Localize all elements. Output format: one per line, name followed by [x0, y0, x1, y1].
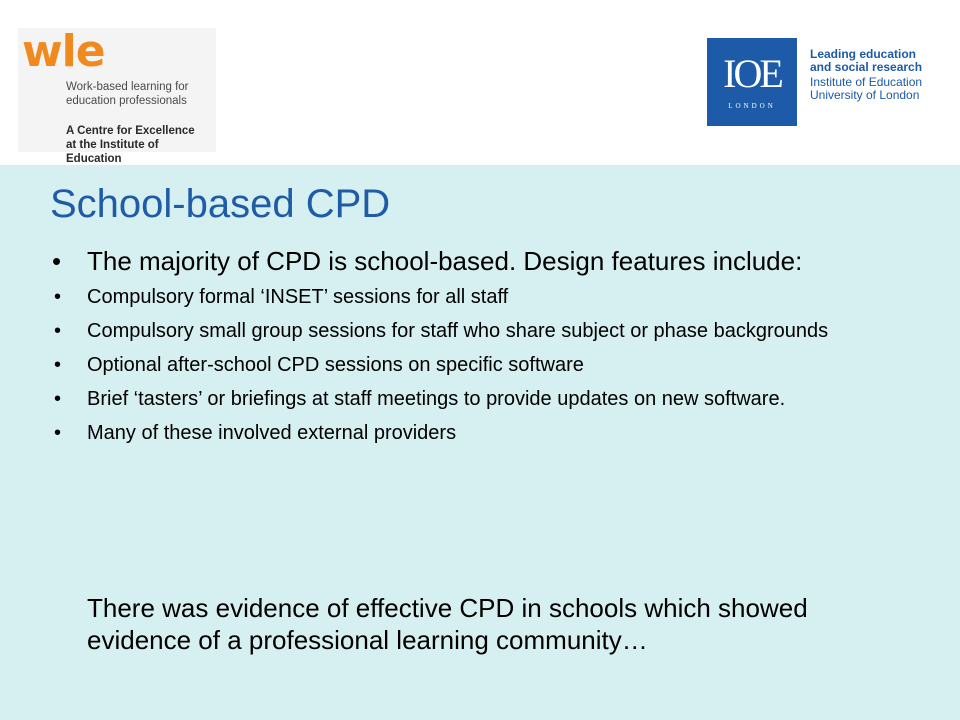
bullet-glyph: • [54, 388, 62, 410]
bullet-item [0, 353, 960, 377]
wle-logo [18, 26, 216, 165]
ioe-inst-line2: University of London [810, 88, 920, 102]
wle-centre-line2: at the Institute of Education [66, 139, 159, 165]
ioe-inst-line1: Institute of Education [810, 75, 923, 89]
bullet-glyph: • [54, 286, 62, 308]
bullet-text: Compulsory small group sessions for staff who share subject or phase backgrounds [87, 320, 829, 342]
wle-logo-mark: wle [22, 26, 105, 77]
ioe-strap-line2: and social research [810, 60, 923, 74]
wle-logo-centre [66, 124, 216, 166]
bullet-text: Many of these involved external providers [87, 422, 457, 444]
bullet-text: Compulsory formal ‘INSET’ sessions for all staff [87, 286, 509, 308]
slide-header [0, 0, 960, 165]
bullet-glyph: • [54, 354, 62, 376]
wle-logo-tagline [66, 80, 189, 108]
slide-title: School-based CPD [50, 182, 391, 226]
wle-tagline-line2: education professionals [66, 95, 187, 107]
bullet-item [0, 387, 960, 411]
wle-centre-line1: A Centre for Excellence [66, 125, 195, 137]
bullet-item [0, 421, 960, 445]
bullet-glyph: • [54, 422, 62, 444]
ioe-logo-text [810, 48, 922, 102]
ioe-strap-line1: Leading education [810, 47, 917, 61]
ioe-logo [707, 38, 797, 126]
ioe-logo-city: LONDON [728, 102, 776, 110]
closing-statement: There was evidence of effective CPD in schools which showed evidence of a professional learning community… [87, 593, 808, 655]
wle-tagline-line1: Work-based learning for [66, 81, 189, 93]
bullet-text: The majority of CPD is school-based. Design features include: [87, 246, 803, 276]
bullet-item [0, 246, 960, 277]
ioe-logo-mark: IOE [723, 51, 781, 96]
bullet-glyph: • [52, 246, 62, 276]
bullet-glyph: • [54, 320, 62, 342]
bullet-text: Optional after-school CPD sessions on specific software [87, 354, 584, 376]
bullet-list [0, 246, 960, 455]
bullet-item [0, 319, 960, 343]
bullet-text: Brief ‘tasters’ or briefings at staff meetings to provide updates on new software. [87, 388, 786, 410]
bullet-item [0, 285, 960, 309]
